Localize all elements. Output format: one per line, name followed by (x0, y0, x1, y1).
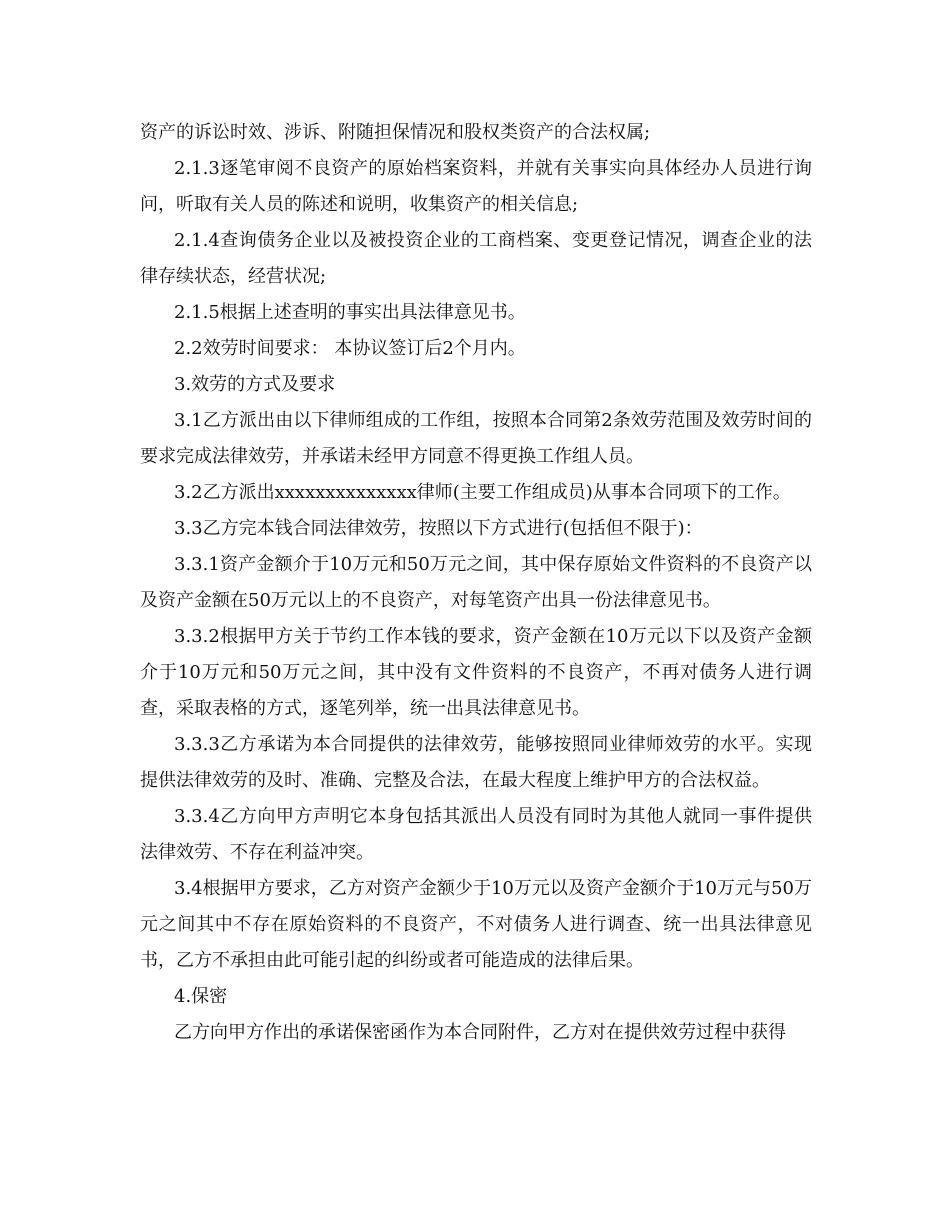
paragraph: 3.3乙方完本钱合同法律效劳，按照以下方式进行(包括但不限于)： (174, 518, 703, 539)
paragraph: 3.1乙方派出由以下律师组成的工作组，按照本合同第2条效劳范围及效劳时间的要求完成法律效劳，并承诺未经甲方同意不得更换工作组人员。 (140, 410, 812, 467)
paragraph: 2.1.5根据上述查明的事实出具法律意见书。 (174, 302, 526, 323)
paragraph: 3.3.1资产金额介于10万元和50万元之间，其中保存原始文件资料的不良资产以及资产金额在50万元以上的不良资产，对每笔资产出具一份法律意见书。 (140, 554, 812, 611)
paragraph: 3.4根据甲方要求，乙方对资产金额少于10万元以及资产金额介于10万元与50万元之间其中不存在原始资料的不良资产，不对债务人进行调查、统一出具法律意见书，乙方不承担由此可能引起的纠纷或者可能造成的法律后果。 (140, 878, 812, 971)
paragraph: 乙方向甲方作出的承诺保密函作为本合同附件，乙方对在提供效劳过程中获得 (174, 1022, 786, 1043)
paragraph: 2.1.4查询债务企业以及被投资企业的工商档案、变更登记情况，调查企业的法律存续状态，经营状况; (140, 230, 812, 287)
paragraph: 3.3.3乙方承诺为本合同提供的法律效劳，能够按照同业律师效劳的水平。实现提供法律效劳的及时、准确、完整及合法，在最大程度上维护甲方的合法权益。 (140, 734, 812, 791)
paragraph: 资产的诉讼时效、涉诉、附随担保情况和股权类资产的合法权属; (140, 122, 651, 143)
paragraph: 3.3.4乙方向甲方声明它本身包括其派出人员没有同时为其他人就同一事件提供法律效劳、不存在利益冲突。 (140, 806, 812, 863)
paragraph: 2.1.3逐笔审阅不良资产的原始档案资料，并就有关事实向具体经办人员进行询问，听取有关人员的陈述和说明，收集资产的相关信息; (140, 158, 812, 215)
document-body (140, 115, 812, 1051)
section-heading: 3.效劳的方式及要求 (174, 374, 336, 395)
paragraph: 2.2效劳时间要求： 本协议签订后2个月内。 (174, 338, 526, 359)
paragraph: 3.2乙方派出xxxxxxxxxxxxxx律师(主要工作组成员)从事本合同项下的工作。 (174, 482, 791, 503)
section-heading: 4.保密 (174, 986, 228, 1007)
paragraph: 3.3.2根据甲方关于节约工作本钱的要求，资产金额在10万元以下以及资产金额介于10万元和50万元之间，其中没有文件资料的不良资产，不再对债务人进行调查，采取表格的方式，逐笔列举，统一出具法律意见书。 (140, 626, 812, 719)
